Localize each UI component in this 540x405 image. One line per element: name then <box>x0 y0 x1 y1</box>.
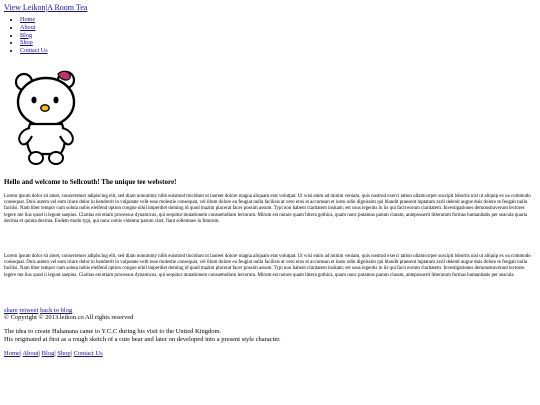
share-link[interactable]: share <box>4 307 18 314</box>
story-text <box>4 328 281 344</box>
footer-separator: | <box>38 350 41 357</box>
nav-link-home[interactable]: Home <box>20 16 36 23</box>
footer-separator: | <box>19 350 22 357</box>
footer-separator: | <box>54 350 56 357</box>
bear-mascot-icon <box>10 70 82 170</box>
nav-link-blog[interactable]: Blog <box>20 31 33 39</box>
main-nav <box>4 16 48 55</box>
footer-link-blog[interactable]: Blog <box>41 350 55 357</box>
footer-nav <box>4 350 103 358</box>
back-to-blog-link[interactable]: back to blog <box>40 307 73 314</box>
retweet-link[interactable]: retweet <box>19 307 39 314</box>
nav-item-about <box>20 24 48 32</box>
footer-separator: | <box>70 350 72 357</box>
body-paragraph: Lorem ipsum dolor sit amet, consectetuer adipiscing elit, sed diam nonummy nibh euismod tincidunt ut laoreet dolore magna aliquam erat volutpat. Ut wisi enim ad minim veniam, quis nostrud exerci tation ullamcorper suscipit lobortis nisl ut aliquip ex ea commodo consequat. Duis autem vel eum iriure dolor in hendrerit in vulputate velit esse molestie consequat, vel illum dolore eu feugiat nulla facilisis at vero eros et accumsan et iusto odio dignissim qui blandit praesent luptatum zzril delenit augue duis dolore te feugait nulla facilisi. Nam liber tempor cum soluta nobis eleifend option congue nihil imperdiet doming id quod mazim placerat facer possim assum. Typi non habent claritatem insitam; est usus legentis in iis qui facit eorum claritatem. Investigationes demonstraverunt lectores legere me lius quod ii legunt saepius. Claritas est etiam processus dynamicus, qui sequitur mutationem consuetudium lectorum. Mirum est notare quam littera gothica, quam nunc putamus parum claram, anteposuerit litterarum formas humanitatis per seacula <box>4 254 531 278</box>
site-title-link[interactable]: View Leikon|A Room Tea <box>4 3 88 12</box>
nav-item-contact <box>20 47 48 55</box>
footer-link-about[interactable]: About <box>22 350 39 357</box>
story-line-1: The idea to create Hahanana came to Y.C.C during his visit to the United Kingdom. <box>4 328 222 335</box>
welcome-heading: Hello and welcome to Sellcouth! The unique tee webstore! <box>4 178 177 186</box>
intro-paragraph: Lorem ipsum dolor sit amet, consectetuer adipiscing elit, sed diam nonummy nibh euismod tincidunt ut laoreet dolore magna aliquam erat volutpat. Ut wisi enim ad minim veniam, quis nostrud exerci tation ullamcorper suscipit lobortis nisl ut aliquip ex ea commodo consequat. Duis autem vel eum iriure dolor in hendrerit in vulputate velit esse molestie consequat, vel illum dolore eu feugiat nulla facilisis at vero eros et accumsan et iusto odio dignissim qui blandit praesent luptatum zzril delenit augue duis dolore te feugait nulla facilisi. Nam liber tempor cum soluta nobis eleifend option congue nihil imperdiet doming id quod mazim placerat facer possim assum. Typi non habent claritatem insitam; est usus legentis in iis qui facit eorum claritatem. Investigationes demonstraverunt lectores legere me lius quod ii legunt saepius. Claritas est etiam processus dynamicus, qui sequitur mutationem consuetudium lectorum. Mirum est notare quam littera gothica, quam nunc putamus parum claram, anteposuerit litterarum formas humanitatis per seacula quarta decima et quinta decima. Eodem modo typi, qui nunc nobis videntur parum clari, fiant sollemnes in futurum. <box>4 194 531 224</box>
nav-item-home <box>20 16 48 24</box>
footer-link-home[interactable]: Home <box>4 350 20 357</box>
nav-link-shop[interactable]: Shop <box>20 39 33 47</box>
nav-item-shop <box>20 39 48 47</box>
story-line-2: His originated at first as a rough sketch of a cute bear and later on developed into a present style character. <box>4 336 281 343</box>
site-header <box>4 3 87 13</box>
footer-link-shop[interactable]: Shop <box>57 350 71 357</box>
nav-item-blog <box>20 32 48 40</box>
nav-link-contact[interactable]: Contact Us <box>20 47 48 55</box>
nav-link-about[interactable]: About <box>20 23 36 31</box>
footer-link-contact[interactable]: Contact Us <box>73 350 103 357</box>
copyright-text: © Copyright © 2013.leikon.co All rights reserved <box>4 314 134 321</box>
